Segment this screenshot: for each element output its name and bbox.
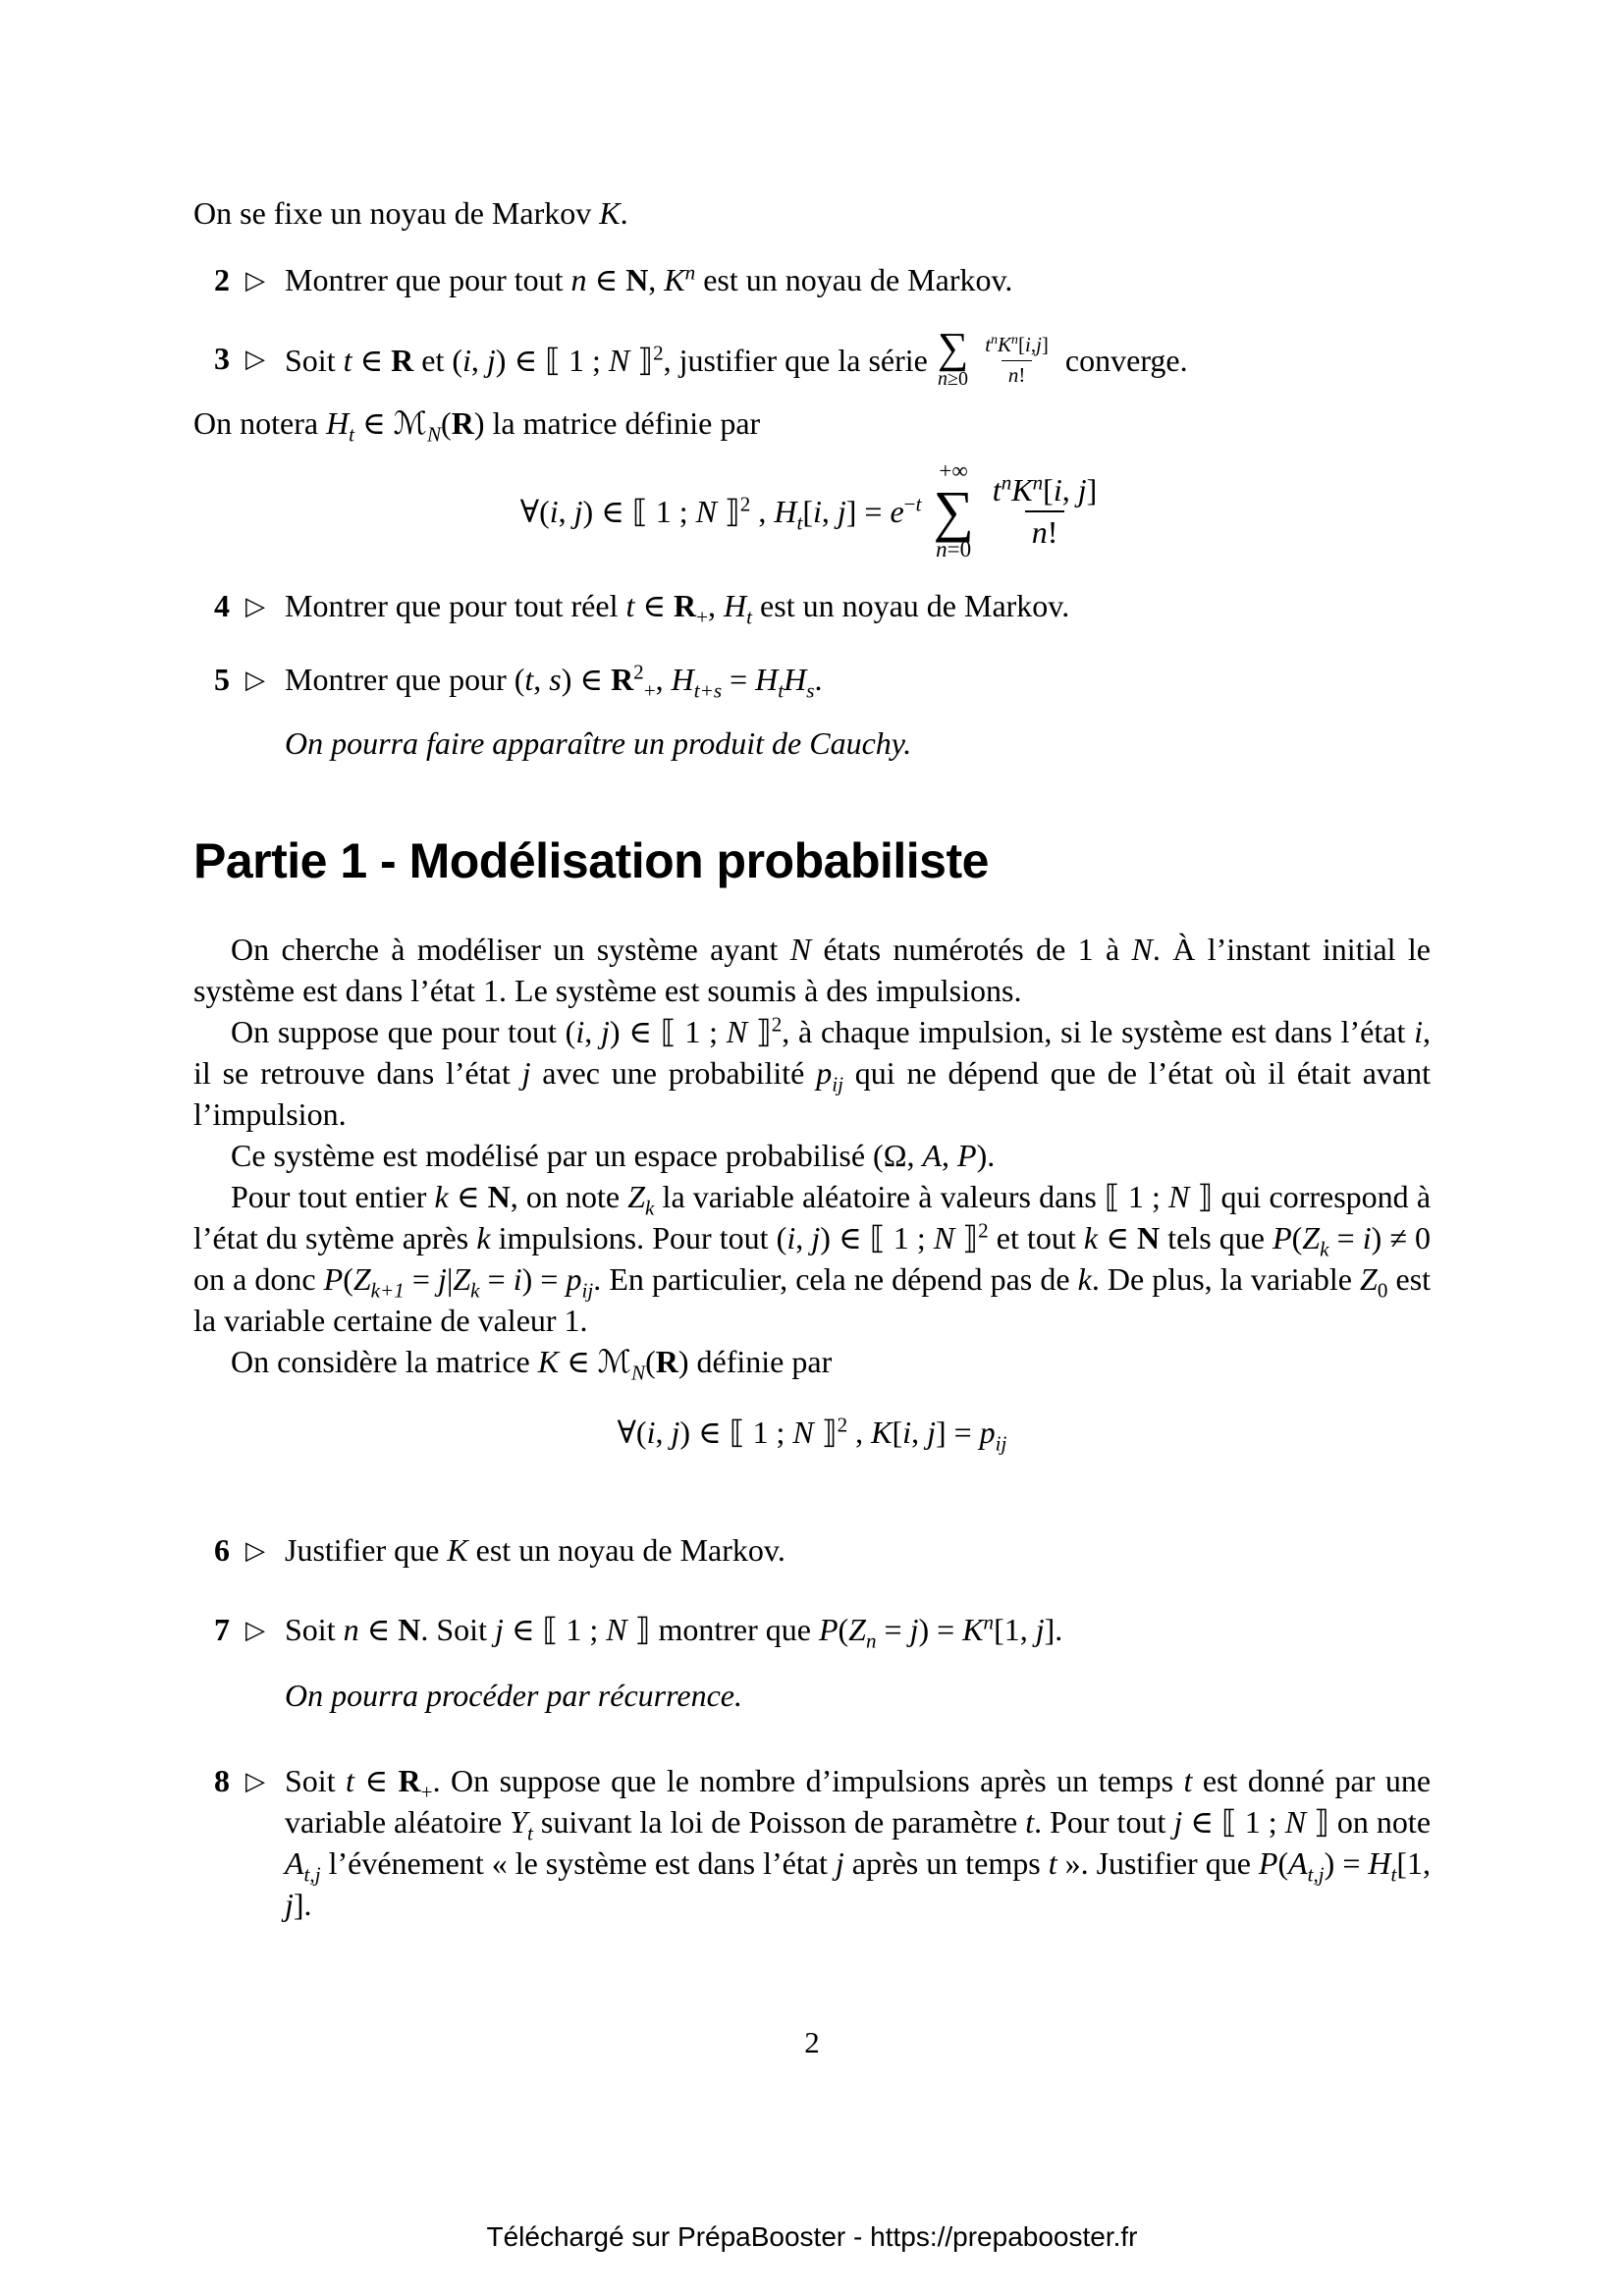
triangle-bullet-icon: ▷ <box>245 345 265 374</box>
triangle-bullet-icon: ▷ <box>245 1615 265 1644</box>
paragraph-4: Pour tout entier k ∈ N, on note $Z_k$ la variable aléatoire à valeurs dans ⟦ 1 ; N ⟧ qui correspond à l’état du sytème après k impulsions. Pour tout (i, j) ∈ ⟦ 1 ; N ⟧$^2$ et tout k ∈ N tels que $P(Z_k = i) \ne 0$ on a donc $P(Z_{k+1} = j|Z_k = i) = p_{ij}$. En particulier, cela ne dépend pas de k. De plus, la variable $Z_0$ est la variable certaine de valeur 1. <box>193 1178 1432 1338</box>
question-6-text: Justifier que K est un noyau de Markov. <box>285 1531 785 1568</box>
equation-1-lhs: ∀(i, j) ∈ ⟦ 1 ; N ⟧$^2$ , $H_t[i$, $j] = e^{-t}$ <box>519 491 922 534</box>
paragraph-2: On suppose que pour tout (i, j) ∈ ⟦ 1 ; N ⟧$^2$, à chaque impulsion, si le système est dans l’état i, il se retrouve dans l’état j avec une probabilité $p_{ij}$ qui ne dépend que de l’état où il était avant l’impulsion. <box>193 1012 1432 1132</box>
display-equation-1 <box>193 458 1431 562</box>
equation-1-sum <box>933 458 973 562</box>
section-title: Partie 1 - Modélisation probabiliste <box>193 832 989 888</box>
hint-recurrence: On pourra procéder par récurrence. <box>285 1677 742 1713</box>
question-5-text: Montrer que pour (t, s) ∈ $R^2_+$, $H_{t+s} = H_tH_s$. <box>285 660 823 703</box>
question-3-label <box>193 338 285 382</box>
question-6-label <box>193 1529 285 1574</box>
sigma-symbol: ∑ <box>933 478 974 543</box>
question-5-label <box>193 659 285 703</box>
question-4-text: Montrer que pour tout réel t ∈ $R_+$, $H_t$ est un noyau de Markov. <box>285 587 1070 629</box>
document-page <box>193 192 1431 1925</box>
paragraph-3: Ce système est modélisé par un espace probabilisé (Ω, A, P). <box>231 1137 996 1173</box>
question-3-text-before: Soit t ∈ R et (i, j) ∈ ⟦ 1 ; N ⟧$^2$, justifier que la série <box>285 341 928 378</box>
fraction-numerator: $t^nK^n[i$, j] <box>992 470 1098 507</box>
question-4 <box>193 585 1431 629</box>
question-7-label <box>193 1609 285 1653</box>
question-2-label <box>193 259 285 303</box>
question-3-text-after: converge. <box>1064 342 1188 378</box>
page-number: 2 <box>804 2025 820 2059</box>
triangle-bullet-icon: ▷ <box>245 591 265 620</box>
paragraph-1: On cherche à modéliser un système ayant N états numérotés de 1 à N. À l’instant initial le système est dans l’état 1. Le système est soumis à des impulsions. <box>193 931 1432 1008</box>
question-3 <box>193 324 1431 391</box>
notera-text: On notera $H_t$ ∈ ℳ$_N$(R) la matrice définie par <box>193 405 761 447</box>
question-8 <box>193 1760 1431 1925</box>
inline-fraction <box>978 332 1056 388</box>
question-4-number: 4 <box>214 587 230 623</box>
triangle-bullet-icon: ▷ <box>245 1766 265 1795</box>
question-6 <box>193 1529 1431 1574</box>
question-7 <box>193 1609 1431 1653</box>
fraction-numerator: $t^nK^n[i,j]$ <box>985 332 1049 357</box>
fraction-denominator: n! <box>1025 510 1065 551</box>
question-5-number: 5 <box>214 661 230 697</box>
inline-sum <box>937 324 969 391</box>
question-7-text: Soit n ∈ N. Soit j ∈ ⟦ 1 ; N ⟧ montrer que $P(Z_n = j) = K^n[1$, j]. <box>285 1610 1063 1653</box>
question-2-text: Montrer que pour tout n ∈ N, $K^n$ est un noyau de Markov. <box>285 260 1013 297</box>
question-8-label <box>193 1760 285 1804</box>
question-4-label <box>193 585 285 629</box>
considere-text: On considère la matrice K ∈ ℳ$_N$(R) définie par <box>231 1343 833 1385</box>
triangle-bullet-icon: ▷ <box>245 266 265 294</box>
display-equation-2: ∀(i, j) ∈ ⟦ 1 ; N ⟧$^2$ , K[i, $j] = p_{ij}$ <box>617 1413 1007 1456</box>
question-5 <box>193 659 1431 703</box>
intro-text: On se fixe un noyau de Markov K. <box>193 195 628 231</box>
question-2 <box>193 259 1431 303</box>
question-6-number: 6 <box>214 1531 230 1568</box>
question-8-text: Soit t ∈ $R_+$. On suppose que le nombre d’impulsions après un temps t est donné par une variable aléatoire $Y_t$ suivant la loi de Poisson de paramètre t. Pour tout j ∈ ⟦ 1 ; N ⟧ on note $A_{t,j}$ l’événement « le système est dans l’état j après un temps t ». Justifier que $P(A_{t,j}) = H_t[1$, j]. <box>285 1762 1432 1922</box>
sum-lower-limit: n=0 <box>936 537 972 562</box>
question-2-number: 2 <box>214 262 230 297</box>
question-3-text <box>285 324 1431 391</box>
footer-text: Téléchargé sur PrépaBooster - https://prepabooster.fr <box>486 2221 1138 2252</box>
equation-1-fraction <box>986 471 1104 552</box>
sum-upper-limit: +∞ <box>939 458 968 484</box>
fraction-denominator: n! <box>1001 360 1033 388</box>
sigma-symbol: ∑ <box>937 324 969 372</box>
hint-cauchy: On pourra faire apparaître un produit de Cauchy. <box>285 724 912 761</box>
triangle-bullet-icon: ▷ <box>245 665 265 694</box>
question-7-number: 7 <box>214 1611 230 1647</box>
question-3-number: 3 <box>214 341 230 377</box>
triangle-bullet-icon: ▷ <box>245 1535 265 1565</box>
question-8-number: 8 <box>214 1762 230 1798</box>
sum-lower-limit: n≥0 <box>938 368 969 391</box>
